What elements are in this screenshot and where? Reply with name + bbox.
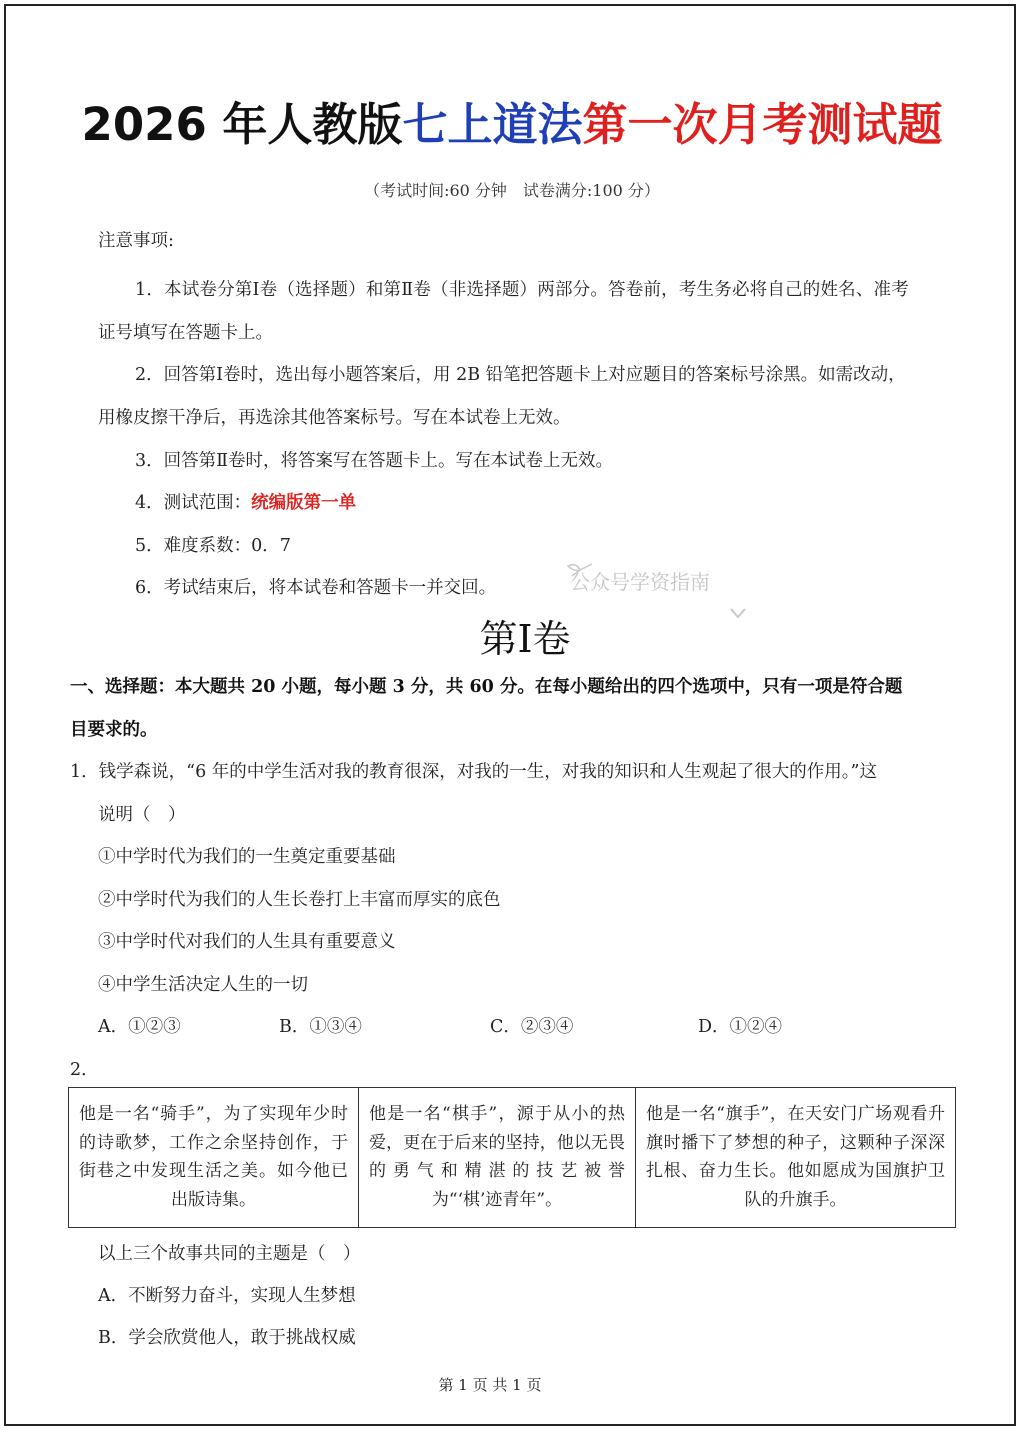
q1-option-b: B．①③④ [279, 1017, 362, 1037]
story-chess-player: 他是一名“棋手”，源于从小的热爱，更在于后来的坚持，他以无畏的勇气和精湛的技艺被誉为“‘棋’迹青年”。 [359, 1088, 636, 1228]
notice-item-6: 6．考试结束后，将本试卷和答题卡一并交回。 [135, 578, 497, 598]
notice-item-1-line-1: 1．本试卷分第Ⅰ卷（选择题）和第Ⅱ卷（非选择题）两部分。答卷前，考生务必将自己的姓名、准考 [135, 280, 909, 300]
exam-subtitle: （考试时间:60 分钟 试卷满分:100 分） [364, 181, 660, 200]
q1-statement-4: ④中学生活决定人生的一切 [98, 975, 308, 995]
q1-stem-line-1: 1．钱学森说，“6 年的中学生活对我的教育很深，对我的一生，对我的知识和人生观起了很大的作用。”这 [70, 762, 877, 782]
title-part-year: 2026 年人教版 [81, 98, 403, 151]
table-row [69, 1088, 956, 1228]
test-scope-value: 统编版第一单 [251, 493, 357, 513]
section-1-heading-line-2: 目要求的。 [70, 720, 158, 740]
notice-item-3: 3．回答第Ⅱ卷时，将答案写在答题卡上。写在本试卷上无效。 [135, 451, 614, 471]
q2-option-b: B．学会欣赏他人，敢于挑战权威 [98, 1328, 356, 1348]
title-part-subject: 七上道法 [402, 98, 583, 151]
notice-item-5: 5．难度系数：0．7 [135, 536, 291, 556]
q2-option-a: A．不断努力奋斗，实现人生梦想 [98, 1286, 356, 1306]
notice-item-2-line-1: 2．回答第Ⅰ卷时，选出每小题答案后，用 2B 铅笔把答题卡上对应题目的答案标号涂黑。如需改动， [135, 365, 906, 385]
page-footer: 第 1 页 共 1 页 [438, 1376, 542, 1394]
notice-item-4 [135, 489, 356, 514]
volume-title: 第Ⅰ卷 [479, 617, 571, 661]
q2-story-table [68, 1087, 956, 1228]
q1-option-c: C．②③④ [490, 1017, 574, 1037]
story-rider: 他是一名“骑手”，为了实现年少时的诗歌梦，工作之余坚持创作，于街巷之中发现生活之美。如今他已出版诗集。 [69, 1088, 359, 1228]
q1-option-a: A．①②③ [98, 1017, 181, 1037]
notice-item-1-line-2: 证号填写在答题卡上。 [98, 323, 273, 343]
notice-heading: 注意事项: [98, 231, 174, 251]
exam-title [0, 88, 1024, 153]
q1-option-d: D．①②④ [698, 1017, 783, 1037]
q1-stem-line-2: 说明（ ） [98, 805, 186, 825]
notice-item-2-line-2: 用橡皮擦干净后，再选涂其他答案标号。写在本试卷上无效。 [98, 408, 571, 428]
q1-statement-3: ③中学时代对我们的人生具有重要意义 [98, 932, 396, 952]
section-1-heading-line-1: 一、选择题：本大题共 20 小题，每小题 3 分，共 60 分。在每小题给出的四个选项中，只有一项是符合题 [70, 677, 903, 697]
q2-question: 以上三个故事共同的主题是（ ） [98, 1244, 361, 1264]
q1-statement-2: ②中学时代为我们的人生长卷打上丰富而厚实的底色 [98, 890, 501, 910]
q1-statement-1: ①中学时代为我们的一生奠定重要基础 [98, 847, 396, 867]
notice-item-4-prefix: 4．测试范围： [135, 493, 252, 513]
story-flag-bearer: 他是一名“旗手”，在天安门广场观看升旗时播下了梦想的种子，这颗种子深深扎根、奋力生长。他如愿成为国旗护卫队的升旗手。 [636, 1088, 956, 1228]
q2-number: 2． [70, 1060, 99, 1080]
watermark-text: 公众号学资指南 [570, 570, 710, 594]
title-part-exam: 第一次月考测试题 [582, 98, 943, 151]
